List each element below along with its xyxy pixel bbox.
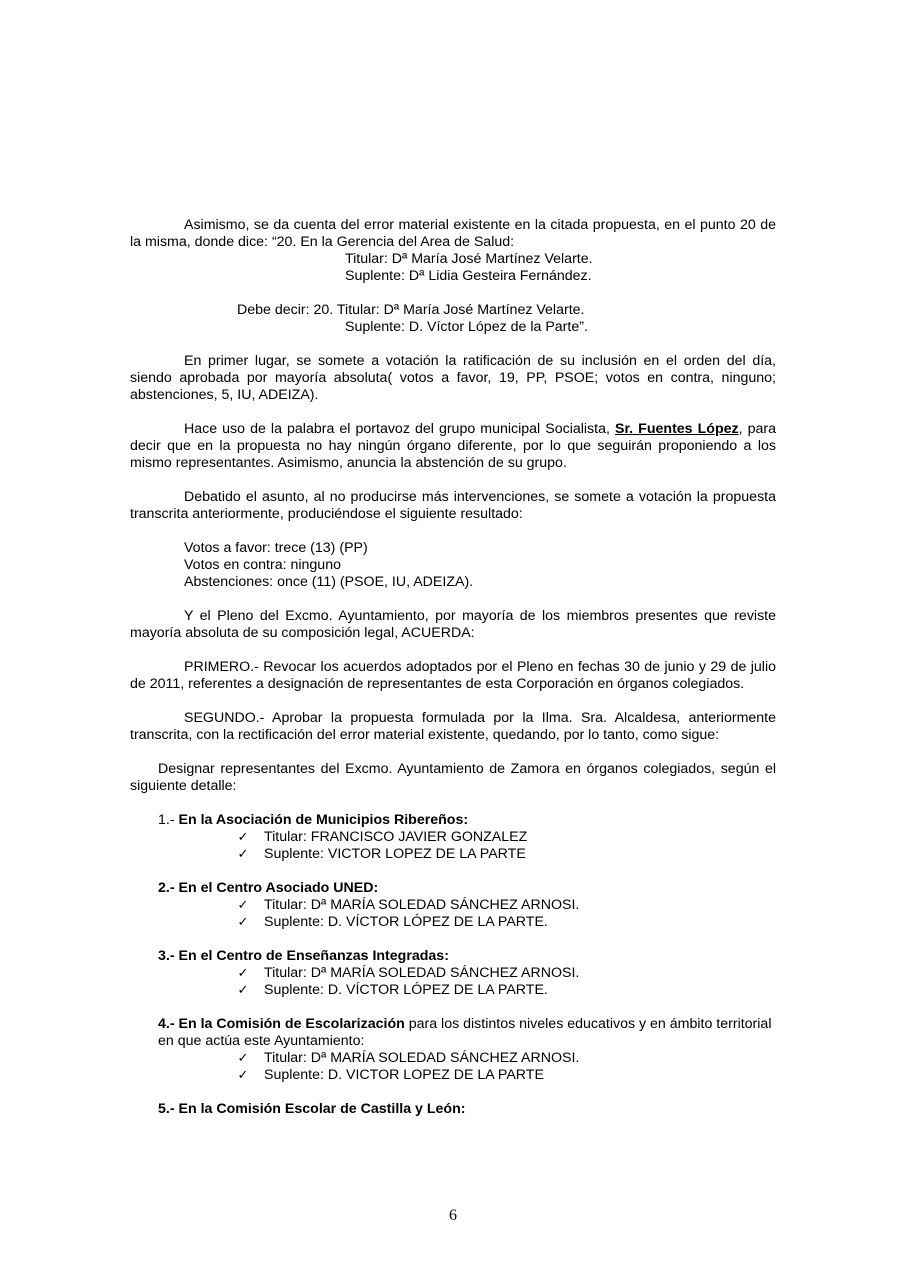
section-1-title: En la Asociación de Municipios Ribereños:	[178, 812, 469, 828]
section-4-extra: para los distintos niveles educativos y en ámbito territorial en que actúa este Ayuntamiento:	[158, 1016, 772, 1049]
paragraph-votacion: Debatido el asunto, al no producirse más intervenciones, se somete a votación la propuesta transcrita anteriormente, produciéndose el siguiente resultado:	[130, 489, 776, 522]
dice-suplente: Suplente: Dª Lidia Gesteira Fernández.	[345, 268, 592, 284]
abstenciones: Abstenciones: once (11) (PSOE, IU, ADEIZA).	[184, 574, 474, 590]
check-icon: ✓	[237, 1068, 249, 1083]
section-4-heading	[130, 1016, 776, 1050]
section-3-titular-text: Titular: Dª MARÍA SOLEDAD SÁNCHEZ ARNOSI.	[264, 965, 580, 981]
paragraph-designar: Designar representantes del Excmo. Ayuntamiento de Zamora en órganos colegiados, según el siguiente detalle:	[130, 761, 776, 794]
check-icon: ✓	[237, 1051, 249, 1066]
section-1-titular-text: Titular: FRANCISCO JAVIER GONZALEZ	[264, 829, 528, 845]
section-5-heading	[130, 1101, 776, 1118]
section-3-title: 3.- En el Centro de Enseñanzas Integradas:	[158, 948, 449, 964]
intervencion-text-pre: Hace uso de la palabra el portavoz del grupo municipal Socialista,	[184, 421, 615, 437]
section-1-suplente-text: Suplente: VICTOR LOPEZ DE LA PARTE	[264, 846, 526, 862]
check-icon: ✓	[237, 898, 249, 913]
paragraph-primero: PRIMERO.- Revocar los acuerdos adoptados por el Pleno en fechas 30 de junio y 29 de julio de 2011, referentes a designación de representantes de esta Corporación en órganos colegiados.	[130, 659, 776, 692]
paragraph-ratificacion: En primer lugar, se somete a votación la ratificación de su inclusión en el orden del día, siendo aprobada por mayoría absoluta( votos a favor, 19, PP, PSOE; votos en contra, ninguno; abstenciones, 5, IU, ADEIZA).	[130, 353, 776, 403]
section-4-suplente-text: Suplente: D. VICTOR LOPEZ DE LA PARTE	[264, 1067, 544, 1083]
section-1-titular	[236, 829, 776, 846]
check-icon: ✓	[237, 847, 249, 862]
section-1-suplente	[236, 846, 776, 863]
paragraph-acuerda: Y el Pleno del Excmo. Ayuntamiento, por mayoría de los miembros presentes que reviste mayoría absoluta de su composición legal, ACUERDA:	[130, 608, 776, 641]
section-2	[130, 880, 776, 931]
section-3-suplente-text: Suplente: D. VÍCTOR LÓPEZ DE LA PARTE.	[264, 982, 548, 998]
section-2-suplente	[236, 914, 776, 931]
speaker-name: Sr. Fuentes López	[614, 421, 739, 437]
check-icon: ✓	[237, 830, 249, 845]
votos-en-contra: Votos en contra: ninguno	[184, 557, 341, 573]
section-3-titular	[236, 965, 776, 982]
section-1-number: 1.-	[158, 812, 179, 828]
section-2-heading	[130, 880, 776, 897]
document-body	[130, 217, 776, 1118]
section-1-heading	[130, 812, 776, 829]
section-4-suplente	[236, 1067, 776, 1084]
intervencion-text-post: , para decir que en la propuesta no hay ningún órgano diferente, por lo que seguirán proponiendo a los mismo representantes. Asimismo, anuncia la abstención de su grupo.	[130, 421, 776, 471]
section-4-titular	[236, 1050, 776, 1067]
section-4-title: 4.- En la Comisión de Escolarización	[158, 1016, 405, 1032]
section-2-suplente-text: Suplente: D. VÍCTOR LÓPEZ DE LA PARTE.	[264, 914, 548, 930]
check-icon: ✓	[237, 915, 249, 930]
paragraph-intervencion	[130, 421, 776, 472]
section-2-titular-text: Titular: Dª MARÍA SOLEDAD SÁNCHEZ ARNOSI.	[264, 897, 580, 913]
check-icon: ✓	[237, 983, 249, 998]
debe-decir-suplente: Suplente: D. Víctor López de la Parte”.	[345, 319, 588, 335]
check-icon: ✓	[237, 966, 249, 981]
paragraph-error-material: Asimismo, se da cuenta del error material existente en la citada propuesta, en el punto 20 de la misma, donde dice: “20. En la Gerencia del Area de Salud:	[130, 217, 776, 250]
section-3-suplente	[236, 982, 776, 999]
section-2-title: 2.- En el Centro Asociado UNED:	[158, 880, 379, 896]
votos-a-favor: Votos a favor: trece (13) (PP)	[184, 540, 368, 556]
section-4	[130, 1016, 776, 1084]
debe-decir-titular: Debe decir: 20. Titular: Dª María José Martínez Velarte.	[237, 302, 585, 318]
section-2-titular	[236, 897, 776, 914]
section-3	[130, 948, 776, 999]
section-5	[130, 1101, 776, 1118]
section-4-titular-text: Titular: Dª MARÍA SOLEDAD SÁNCHEZ ARNOSI.	[264, 1050, 580, 1066]
paragraph-segundo: SEGUNDO.- Aprobar la propuesta formulada por la Ilma. Sra. Alcaldesa, anteriormente transcrita, con la rectificación del error material existente, quedando, por lo tanto, como sigue:	[130, 710, 776, 743]
section-3-heading	[130, 948, 776, 965]
section-1	[130, 812, 776, 863]
section-5-title: 5.- En la Comisión Escolar de Castilla y León:	[158, 1101, 466, 1117]
page-number: 6	[449, 1207, 457, 1224]
dice-titular: Titular: Dª María José Martínez Velarte.	[345, 251, 593, 267]
